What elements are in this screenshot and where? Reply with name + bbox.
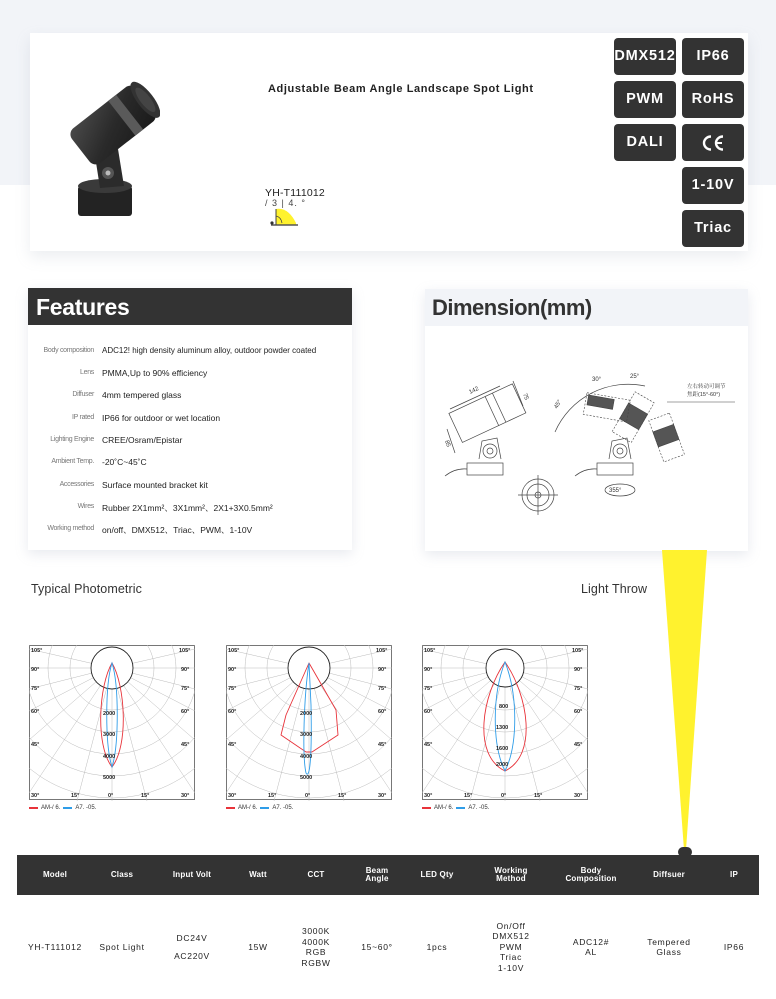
header-beam-angle: Beam Angle <box>365 866 389 883</box>
legend-swatch-blue <box>63 807 72 810</box>
feature-value: 4mm tempered glass <box>102 390 182 400</box>
photometric-legend-3: AM-/ 6. A7. -05. <box>422 805 489 811</box>
svg-text:90°: 90° <box>181 667 190 673</box>
product-model: YH-T111012 <box>265 187 325 199</box>
cell-body-composition: ADC12# AL <box>572 936 610 957</box>
svg-text:60°: 60° <box>228 709 237 715</box>
svg-text:75°: 75° <box>574 686 583 692</box>
header-class: Class <box>110 870 134 879</box>
svg-text:60°: 60° <box>31 709 40 715</box>
feature-label: Ambient Temp. <box>51 458 94 465</box>
svg-text:105°: 105° <box>179 648 191 654</box>
badge-pwm: PWM <box>614 81 676 118</box>
photometric-legend-1: AM-/ 6. A7. -05. <box>29 805 96 811</box>
feature-row <box>28 345 352 359</box>
feature-row <box>28 501 352 515</box>
header-cct: CCT <box>307 870 325 879</box>
svg-text:75°: 75° <box>31 686 40 692</box>
dim-tilt-left-label: 45° <box>553 399 564 410</box>
svg-text:105°: 105° <box>572 648 584 654</box>
feature-label: Wires <box>77 503 94 510</box>
svg-text:15°: 15° <box>71 793 80 799</box>
svg-text:105°: 105° <box>228 648 240 654</box>
svg-text:60°: 60° <box>378 709 387 715</box>
cell-watt: 15W <box>248 941 268 952</box>
header-body-composition: Body Composition <box>565 866 617 883</box>
svg-text:45°: 45° <box>31 742 40 748</box>
badge-1-10v: 1-10V <box>682 167 744 204</box>
svg-text:75°: 75° <box>378 686 387 692</box>
legend-swatch-red <box>226 807 235 810</box>
features-title: Features <box>28 288 352 325</box>
svg-text:15°: 15° <box>338 793 347 799</box>
svg-text:30°: 30° <box>378 793 387 799</box>
svg-text:2000: 2000 <box>103 711 116 717</box>
feature-label: Diffuser <box>72 391 94 398</box>
dimension-title: Dimension(mm) <box>425 289 748 326</box>
svg-text:3000: 3000 <box>300 732 313 738</box>
dim-height-label: 85 <box>443 439 452 448</box>
photometric-section-label: Typical Photometric <box>31 582 142 596</box>
svg-text:90°: 90° <box>378 667 387 673</box>
svg-text:105°: 105° <box>31 648 43 654</box>
svg-text:15°: 15° <box>268 793 277 799</box>
badge-rohs: RoHS <box>682 81 744 118</box>
svg-text:45°: 45° <box>378 742 387 748</box>
dim-rotation-label: 355° <box>609 488 622 494</box>
svg-text:30°: 30° <box>181 793 190 799</box>
photometric-chart-3 <box>422 645 588 801</box>
badge-triac: Triac <box>682 210 744 247</box>
feature-row <box>28 389 352 403</box>
legend-swatch-red <box>422 807 431 810</box>
svg-text:60°: 60° <box>181 709 190 715</box>
feature-label: Working method <box>47 525 94 532</box>
svg-text:30°: 30° <box>228 793 237 799</box>
spec-table-header <box>17 855 759 895</box>
photometric-chart-1 <box>29 645 195 801</box>
photometric-legend-2: AM-/ 6. A7. -05. <box>226 805 293 811</box>
header-working-method: Working Method <box>494 866 528 883</box>
light-throw-section-label: Light Throw <box>581 582 648 596</box>
header-ip: IP <box>730 870 738 879</box>
cell-ip: IP66 <box>723 941 745 952</box>
spot-light-product-image <box>60 61 160 231</box>
svg-text:30°: 30° <box>31 793 40 799</box>
svg-text:60°: 60° <box>424 709 433 715</box>
svg-text:1300: 1300 <box>496 725 509 731</box>
dimension-drawing <box>425 326 748 551</box>
feature-row <box>28 523 352 537</box>
feature-value: CREE/Osram/Epistar <box>102 435 183 445</box>
header-led-qty: LED Qty <box>420 870 454 879</box>
dim-tilt-right-label: 25° <box>630 374 640 380</box>
dim-diameter-label: 75 <box>521 392 530 401</box>
feature-label: IP rated <box>72 414 94 421</box>
dimension-panel <box>425 289 748 551</box>
svg-text:45°: 45° <box>574 742 583 748</box>
feature-row <box>28 412 352 426</box>
features-panel <box>28 288 352 550</box>
svg-text:0°: 0° <box>501 793 507 799</box>
svg-text:45°: 45° <box>181 742 190 748</box>
svg-text:75°: 75° <box>424 686 433 692</box>
ce-mark-icon <box>700 134 726 152</box>
svg-text:4000: 4000 <box>300 754 313 760</box>
cell-cct: 3000K 4000K RGB RGBW <box>301 926 331 968</box>
feature-row <box>28 434 352 448</box>
feature-label: Body composition <box>43 347 94 354</box>
svg-text:90°: 90° <box>31 667 40 673</box>
feature-value: Surface mounted bracket kit <box>102 480 208 490</box>
feature-label: Lighting Engine <box>50 436 94 443</box>
svg-text:1600: 1600 <box>496 746 509 752</box>
svg-text:75°: 75° <box>181 686 190 692</box>
svg-text:75°: 75° <box>228 686 237 692</box>
svg-text:5000: 5000 <box>300 775 313 781</box>
badge-dmx512: DMX 512 <box>614 38 676 75</box>
feature-row <box>28 456 352 470</box>
spec-table-row <box>17 895 759 999</box>
header-diffuser: Diffsuer <box>653 870 685 879</box>
light-throw-beam <box>640 550 740 860</box>
legend-swatch-blue <box>456 807 465 810</box>
feature-value: IP66 for outdoor or wet location <box>102 413 221 423</box>
svg-text:5000: 5000 <box>103 775 116 781</box>
svg-text:30°: 30° <box>574 793 583 799</box>
header-input-volt: Input Volt <box>172 870 212 879</box>
dim-tilt-mid-label: 30° <box>592 377 602 383</box>
svg-text:3000: 3000 <box>103 732 116 738</box>
dim-length-label: 142 <box>468 386 480 396</box>
feature-label: Lens <box>80 369 94 376</box>
svg-text:15°: 15° <box>534 793 543 799</box>
svg-text:800: 800 <box>499 704 509 710</box>
svg-text:0°: 0° <box>305 793 311 799</box>
spec-table <box>17 855 759 999</box>
svg-text:0°: 0° <box>108 793 114 799</box>
badge-ip66: IP66 <box>682 38 744 75</box>
cell-beam-angle: 15~60° <box>361 941 393 952</box>
svg-text:45°: 45° <box>228 742 237 748</box>
badge-ce <box>682 124 744 161</box>
header-model: Model <box>42 870 68 879</box>
dim-note-line2: 焦距(15°-60°) <box>687 392 721 398</box>
svg-text:60°: 60° <box>574 709 583 715</box>
svg-text:2000: 2000 <box>496 762 509 768</box>
cell-working-method: On/Off DMX512 PWM Triac 1-10V <box>492 920 530 973</box>
feature-row <box>28 367 352 381</box>
dim-note-line1: 左右转动可调节 <box>687 384 726 390</box>
svg-text:105°: 105° <box>424 648 436 654</box>
svg-text:15°: 15° <box>141 793 150 799</box>
svg-text:90°: 90° <box>228 667 237 673</box>
cell-class: Spot Light <box>99 941 145 952</box>
beam-angle-icon <box>268 201 302 229</box>
feature-label: Accessories <box>59 481 94 488</box>
svg-text:4000: 4000 <box>103 754 116 760</box>
cell-input-volt: DC24V AC220V <box>174 932 210 961</box>
svg-text:90°: 90° <box>424 667 433 673</box>
feature-value: -20˚C~45˚C <box>102 457 147 467</box>
badge-dali: DALI <box>614 124 676 161</box>
product-hero-card <box>30 33 748 251</box>
svg-text:15°: 15° <box>464 793 473 799</box>
feature-value: on/off、DMX512、Triac、PWM、1-10V <box>102 525 253 535</box>
legend-swatch-red <box>29 807 38 810</box>
feature-value: Rubber 2X1mm²、3X1mm²、2X1+3X0.5mm² <box>102 503 273 513</box>
svg-text:2000: 2000 <box>300 711 313 717</box>
feature-value: PMMA,Up to 90% efficiency <box>102 368 208 378</box>
beam-angle-text: / 3 | 4. ° <box>265 198 306 208</box>
feature-value: ADC12! high density aluminum alloy, outdoor powder coated <box>102 346 317 355</box>
legend-swatch-blue <box>260 807 269 810</box>
cell-model: YH-T111012 <box>28 941 82 952</box>
photometric-chart-2 <box>226 645 392 801</box>
svg-text:90°: 90° <box>574 667 583 673</box>
cell-led-qty: 1pcs <box>426 941 448 952</box>
svg-text:105°: 105° <box>376 648 388 654</box>
feature-row <box>28 479 352 493</box>
svg-text:45°: 45° <box>424 742 433 748</box>
svg-text:30°: 30° <box>424 793 433 799</box>
cell-diffuser: Tempered Glass <box>647 936 691 957</box>
product-title: Adjustable Beam Angle Landscape Spot Light <box>268 83 534 95</box>
header-watt: Watt <box>249 870 267 879</box>
